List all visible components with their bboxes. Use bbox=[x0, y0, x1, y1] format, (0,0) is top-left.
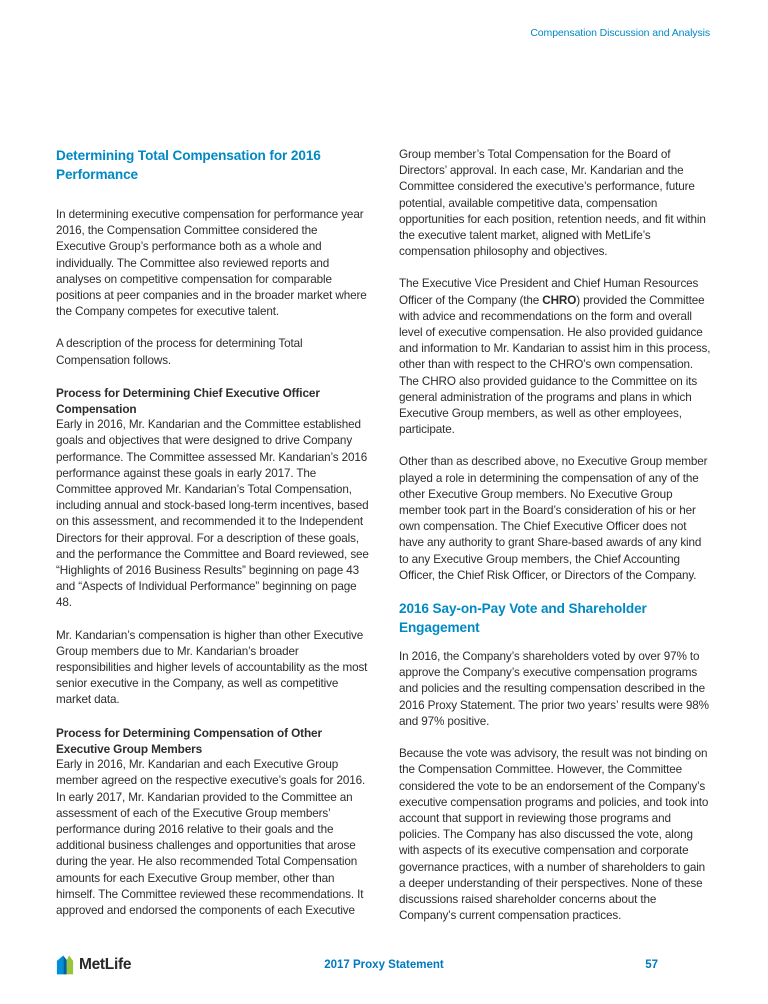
paragraph: Early in 2016, Mr. Kandarian and the Committee established goals and objectives that were designed to drive Company performance. The Committee assessed Mr. Kandarian’s 2016 performance against these goals in early 2017. The Committee approved Mr. Kandarian’s Total Compensation, including annual and stock-based long-term incentives, based on this assessment, and recommended it to the Independent Directors for their approval. For a description of these goals, and the performance the Committee and Board reviewed, see “Highlights of 2016 Business Results” beginning on page 43 and “Aspects of Individual Performance” beginning on page 48. bbox=[56, 418, 369, 610]
metlife-wordmark: MetLife bbox=[79, 955, 132, 973]
footer-document-title: 2017 Proxy Statement bbox=[324, 959, 444, 971]
paragraph: Mr. Kandarian’s compensation is higher than other Executive Group members due to Mr. Kandarian’s broader responsibilities and higher levels of accountability as the most senior executive in the Company, as well as competitive market data. bbox=[56, 628, 368, 707]
paragraph-text: The Executive Vice President and Chief Human Resources Officer of the Company (the bbox=[399, 277, 699, 307]
paragraph-text: ) provided the Committee with advice and recommendations on the form and overall level of executive compensation. He also provided guidance and information to Mr. Kandarian to assist him in this process, other than with respect to the CHRO’s own compensation. The CHRO also provided guidance to the Committee on its general administration of the programs and plans in which Executive Group members, as well as other employees, participate. bbox=[399, 293, 711, 437]
paragraph: Other than as described above, no Executive Group member played a role in determining the compensation of any of the other Executive Group members. No Executive Group member took part in the Board’s consideration of his or her own compensation. The Chief Executive Officer does not have any authority to grant Share-based awards of any kind to any Executive Group members, the Chief Accounting Officer, the Chief Risk Officer, or Directors of the Company. bbox=[399, 455, 708, 582]
paragraph: In 2016, the Company’s shareholders voted by over 97% to approve the Company’s executive compensation programs and policies and the resulting compensation described in the 2016 Proxy Statement. The prior two years’ results were 98% and 97% positive. bbox=[399, 650, 709, 728]
paragraph: Because the vote was advisory, the result was not binding on the Compensation Committee. However, the Committee considered the vote to be an endorsement of the Company’s executive compensation programs and policies, and took into account that support in reviewing those programs and policies. The Company has also discussed the vote, along with aspects of its executive compensation and corporate governance practices, with a number of shareholders to gain a deeper understanding of their perspectives. None of these discussions raised shareholder concerns about the Company’s current compensation practices. bbox=[399, 747, 709, 923]
subheading-other-executive-compensation-process: Process for Determining Compensation of Other Executive Group Members bbox=[56, 725, 322, 756]
page-footer bbox=[56, 951, 712, 983]
header-section-title: Compensation Discussion and Analysis bbox=[530, 27, 710, 39]
document-body bbox=[56, 147, 712, 940]
left-column bbox=[56, 147, 369, 940]
paragraph: Early in 2016, Mr. Kandarian and each Executive Group member agreed on the respective executive’s goals for 2016. In early 2017, Mr. Kandarian provided to the Committee an assessment of each of the Executive Group members’ performance during 2016 relative to their goals and the additional business challenges and opportunities that arose during the year. He also recommended Total Compensation amounts for each Executive Group member, other than himself. The Committee reviewed these recommendations. It approved and endorsed the components of each Executive bbox=[56, 758, 366, 917]
right-column bbox=[399, 147, 712, 940]
section-heading-say-on-pay: 2016 Say-on-Pay Vote and Shareholder Engagement bbox=[399, 601, 647, 635]
paragraph: A description of the process for determining Total Compensation follows. bbox=[56, 337, 303, 367]
paragraph: Group member’s Total Compensation for the Board of Directors’ approval. In each case, Mr. Kandarian and the Committee considered the executive’s performance, future potential, available competitive data, compensation opportunities for each position, retention needs, and fit within the executive talent market, aligned with MetLife’s compensation philosophy and objectives. bbox=[399, 148, 706, 259]
footer-page-number: 57 bbox=[645, 959, 658, 971]
subheading-ceo-compensation-process: Process for Determining Chief Executive Officer Compensation bbox=[56, 385, 320, 417]
paragraph: In determining executive compensation for performance year 2016, the Compensation Committee considered the Executive Group’s performance both as a whole and individually. The Committee also reviewed reports and analyses on competitive compensation for comparable positions at peer companies and in the broader market where the Company competes for executive talent. bbox=[56, 208, 367, 319]
section-heading-determining-total-compensation: Determining Total Compensation for 2016 Performance bbox=[56, 148, 321, 182]
chro-bold-term: CHRO bbox=[542, 293, 577, 307]
paragraph bbox=[399, 276, 712, 438]
